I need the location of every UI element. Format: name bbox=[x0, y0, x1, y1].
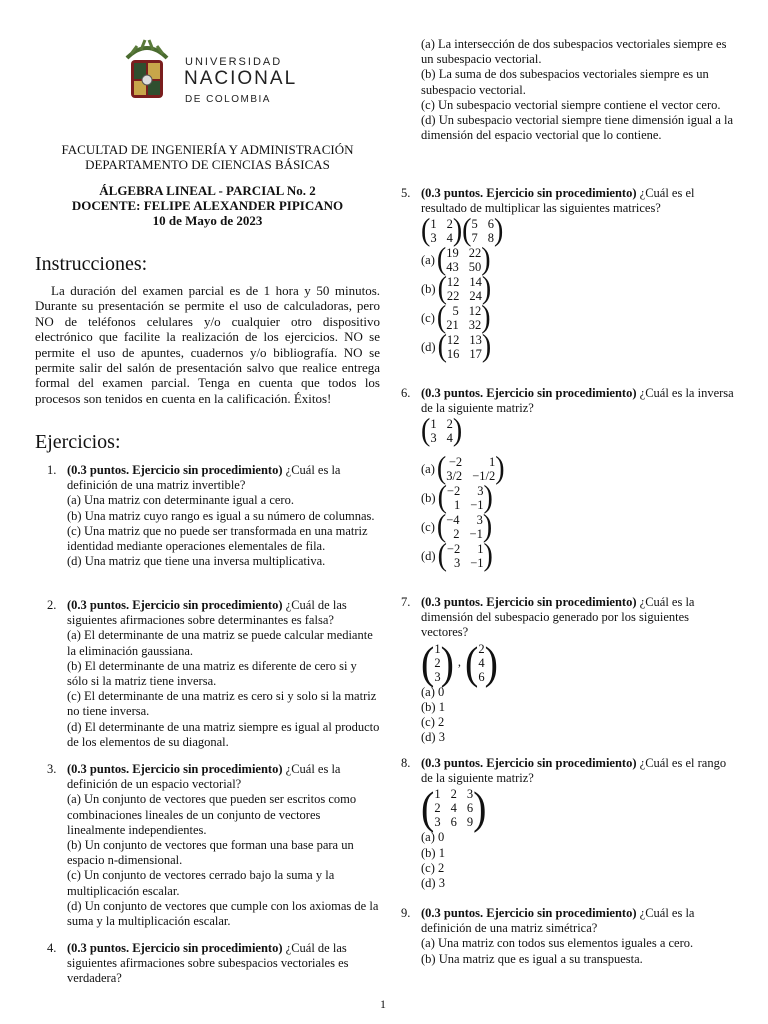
left-paren: ( bbox=[462, 213, 472, 249]
matrix-entry: −4 bbox=[446, 513, 460, 528]
matrix-entry: 3 bbox=[476, 513, 483, 528]
option-b: (b) Una matriz que es igual a su transpuesta. bbox=[421, 951, 643, 966]
option-matrix bbox=[437, 329, 492, 365]
option-b: (b) La suma de dos subespacios vectoriales siempre es un subespacio vectorial. bbox=[421, 67, 709, 97]
question-stem: ¿Cuál es la definición de una matriz simétrica? bbox=[421, 906, 695, 936]
question-number: 7. bbox=[401, 595, 411, 609]
question-number: 8. bbox=[401, 756, 411, 770]
left-paren: ( bbox=[437, 271, 447, 307]
option-c: (c) Un conjunto de vectores cerrado bajo la suma y la multiplicación escalar. bbox=[67, 868, 335, 898]
option-b: (b) Un conjunto de vectores que forman una base para un espacio n-dimensional. bbox=[67, 838, 354, 868]
left-paren: ( bbox=[436, 451, 447, 487]
matrix-entry: 3 bbox=[434, 669, 441, 684]
matrix-entry: 12 bbox=[446, 333, 460, 348]
matrix-entry: 3 bbox=[430, 431, 437, 446]
question-points: (0.3 puntos. Ejercicio sin procedimiento) bbox=[421, 906, 637, 920]
question-3 bbox=[47, 762, 380, 929]
matrix-entry: −1 bbox=[470, 556, 484, 571]
option-c bbox=[421, 509, 735, 545]
matrix-entry: 43 bbox=[446, 260, 459, 275]
left-paren: ( bbox=[421, 413, 431, 449]
option-label: (c) bbox=[421, 310, 435, 325]
matrix-entry: 12 bbox=[468, 304, 482, 319]
question-stem: ¿Cuál es la inversa de la siguiente matriz? bbox=[421, 386, 734, 416]
question-2 bbox=[47, 598, 380, 750]
question-number: 1. bbox=[47, 463, 57, 477]
question-1 bbox=[47, 463, 380, 569]
left-paren: ( bbox=[436, 242, 447, 278]
option-b: (b) Una matriz cuyo rango es igual a su número de columnas. bbox=[67, 508, 375, 523]
question-6 bbox=[401, 386, 735, 574]
right-paren: ) bbox=[484, 636, 498, 688]
exam-date: 10 de Mayo de 2023 bbox=[152, 213, 263, 228]
matrix-entry: 2 bbox=[446, 417, 453, 432]
option-d bbox=[421, 329, 735, 365]
option-a: (a) El determinante de una matriz se puede calcular mediante la eliminación gaussiana. bbox=[67, 628, 373, 658]
product-expression bbox=[421, 213, 735, 249]
left-paren: ( bbox=[437, 329, 447, 365]
exam-title: ÁLGEBRA LINEAL - PARCIAL No. 2 bbox=[99, 183, 316, 198]
vector-separator: , bbox=[457, 655, 462, 669]
question-number: 9. bbox=[401, 906, 411, 920]
option-a: (a) Un conjunto de vectores que pueden ser escritos como combinaciones lineales de un conjunto de vectores linealmente independientes. bbox=[67, 792, 357, 837]
option-d: (d) 3 bbox=[421, 730, 445, 745]
matrix-entry: 4 bbox=[478, 655, 485, 670]
option-b bbox=[421, 271, 735, 307]
matrix-entries bbox=[447, 275, 482, 303]
matrix-entry: 22 bbox=[468, 246, 482, 261]
matrix-entry: 6 bbox=[478, 669, 485, 684]
logo-line-1: UNIVERSIDAD bbox=[185, 56, 283, 68]
option-d: (d) 3 bbox=[421, 876, 445, 891]
matrix-entry: 32 bbox=[468, 318, 482, 333]
right-paren: ) bbox=[452, 413, 463, 449]
question-stem: ¿Cuál es la definición de una matriz invertible? bbox=[67, 463, 341, 493]
option-b: (b) 1 bbox=[421, 845, 445, 860]
matrix-entry: 8 bbox=[487, 231, 494, 246]
option-d: (d) Un conjunto de vectores que cumple con los axiomas de la suma y la multiplicación escalar. bbox=[67, 898, 379, 929]
left-paren: ( bbox=[421, 781, 435, 834]
matrix-entry: 1 bbox=[434, 641, 441, 656]
matrix-entry: −2 bbox=[446, 484, 461, 499]
option-a bbox=[421, 242, 735, 278]
matrix-entry: 6 bbox=[487, 217, 494, 232]
question-stem: ¿Cuál de las siguientes afirmaciones sobre subespacios vectoriales es verdadera? bbox=[67, 941, 349, 986]
matrix-entries bbox=[434, 787, 473, 829]
matrix-entry: 3/2 bbox=[446, 469, 463, 484]
vector-2 bbox=[465, 636, 498, 688]
faculty-name: FACULTAD DE INGENIERÍA Y ADMINISTRACIÓN bbox=[61, 142, 354, 157]
matrix-entries bbox=[446, 513, 483, 541]
option-b bbox=[421, 480, 735, 516]
exam-header bbox=[35, 183, 380, 228]
department-name: DEPARTAMENTO DE CIENCIAS BÁSICAS bbox=[85, 157, 330, 172]
instructions-text: La duración del examen parcial es de 1 hora y 50 minutos. Durante su presentación se permite el uso de calculadoras, pero NO de teléfonos celulares y/o cualquier otro dispositivo electrónico que facilite la realización de los ejercicios. NO se permite el uso de apuntes, cuadernos y/o bibliografía. NO se permite salir del salón de presentación salvo que realice entrega formal del examen parcial. Tenga en cuenta que todos los procesos son tenidos en cuenta en la calificación. Éxitos! bbox=[35, 283, 380, 406]
question-points: (0.3 puntos. Ejercicio sin procedimiento) bbox=[421, 595, 637, 609]
option-label: (a) bbox=[421, 461, 435, 476]
matrix-entry: −2 bbox=[446, 542, 461, 557]
left-paren: ( bbox=[437, 480, 447, 516]
matrix-entry: 2 bbox=[446, 217, 453, 232]
matrix-entry: 9 bbox=[466, 815, 474, 830]
matrix-entries bbox=[447, 484, 484, 512]
exercises-title: Ejercicios: bbox=[35, 431, 121, 453]
question-points: (0.3 puntos. Ejercicio sin procedimiento) bbox=[67, 941, 283, 955]
matrix-entry: 3 bbox=[430, 231, 437, 246]
question-5 bbox=[401, 186, 735, 365]
matrix-entries bbox=[446, 304, 481, 332]
university-logo bbox=[117, 36, 297, 106]
matrix-entry: 2 bbox=[434, 801, 441, 816]
matrix-entry: 2 bbox=[453, 527, 460, 542]
matrix-entry: 4 bbox=[446, 231, 453, 246]
matrix-entry: 16 bbox=[446, 347, 460, 362]
matrix-entries bbox=[430, 417, 453, 445]
option-b: (b) El determinante de una matriz es diferente de cero si y sólo si la matriz tiene inversa. bbox=[67, 658, 357, 689]
matrix-entry: 12 bbox=[446, 275, 460, 290]
question-9 bbox=[401, 906, 735, 967]
matrix-entry: 1 bbox=[488, 455, 496, 470]
question-number: 3. bbox=[47, 762, 57, 776]
given-matrix bbox=[421, 413, 463, 449]
option-matrix bbox=[436, 451, 505, 487]
question-4-options bbox=[421, 37, 735, 143]
left-paren: ( bbox=[436, 509, 447, 545]
matrix-entry: −1/2 bbox=[472, 469, 496, 484]
matrix-entry: 1 bbox=[453, 498, 461, 513]
matrix-entries bbox=[446, 246, 481, 274]
option-label: (d) bbox=[421, 339, 436, 354]
option-a: (a) Una matriz con todos sus elementos iguales a cero. bbox=[421, 936, 694, 951]
question-stem: ¿Cuál es la dimensión del subespacio generado por los siguientes vectores? bbox=[421, 595, 695, 640]
option-label: (b) bbox=[421, 281, 436, 296]
matrix-entry: 2 bbox=[478, 641, 485, 656]
question-points: (0.3 puntos. Ejercicio sin procedimiento) bbox=[421, 186, 637, 200]
matrix-entry: 14 bbox=[469, 275, 482, 290]
question-stem: ¿Cuál es el rango de la siguiente matriz? bbox=[421, 756, 727, 786]
option-a: (a) La intersección de dos subespacios vectoriales siempre es un subespacio vectorial. bbox=[421, 37, 727, 67]
question-points: (0.3 puntos. Ejercicio sin procedimiento) bbox=[67, 463, 283, 477]
logo-line-3: DE COLOMBIA bbox=[185, 94, 271, 105]
matrix-entry: 1 bbox=[430, 417, 437, 432]
matrix-entry: 19 bbox=[446, 246, 459, 261]
left-paren: ( bbox=[436, 300, 447, 336]
matrix-entry: 3 bbox=[453, 556, 461, 571]
question-stem: ¿Cuál es la definición de un espacio vectorial? bbox=[67, 762, 341, 792]
question-number: 5. bbox=[401, 186, 411, 200]
left-paren: ( bbox=[421, 213, 431, 249]
matrix-entry: 1 bbox=[434, 787, 441, 802]
question-points: (0.3 puntos. Ejercicio sin procedimiento) bbox=[421, 386, 637, 400]
option-a bbox=[421, 451, 735, 487]
option-d: (d) Un subespacio vectorial siempre tiene dimensión igual a la dimensión del espacio vectorial que lo contiene. bbox=[421, 113, 734, 143]
page-number: 1 bbox=[380, 997, 386, 1011]
option-d: (d) Una matriz que tiene una inversa multiplicativa. bbox=[67, 554, 326, 569]
matrix-entry: −1 bbox=[469, 527, 483, 542]
teacher-name: DOCENTE: FELIPE ALEXANDER PIPICANO bbox=[71, 198, 344, 213]
option-label: (c) bbox=[421, 519, 435, 534]
option-c: (c) 2 bbox=[421, 715, 445, 730]
option-a: (a) 0 bbox=[421, 830, 445, 845]
matrix-entry: 7 bbox=[471, 231, 478, 246]
option-label: (a) bbox=[421, 252, 435, 267]
shield-icon bbox=[117, 36, 177, 106]
option-label: (b) bbox=[421, 490, 436, 505]
matrix-entry: 3 bbox=[466, 787, 474, 802]
option-c: (c) 2 bbox=[421, 860, 445, 875]
question-number: 4. bbox=[47, 941, 57, 955]
matrix-entry: 2 bbox=[434, 655, 441, 670]
matrix-entry: 4 bbox=[450, 801, 457, 816]
option-a: (a) Una matriz con determinante igual a cero. bbox=[67, 493, 294, 508]
matrix-entry: 2 bbox=[450, 787, 457, 802]
option-c: (c) Un subespacio vectorial siempre contiene el vector cero. bbox=[421, 97, 721, 112]
matrix-entry: 3 bbox=[477, 484, 484, 499]
faculty-header bbox=[35, 142, 380, 172]
right-paren: ) bbox=[473, 781, 487, 834]
given-matrix-row bbox=[421, 781, 735, 834]
instructions-title: Instrucciones: bbox=[35, 253, 148, 275]
matrix-entry: 5 bbox=[471, 217, 478, 232]
matrix-entry: 6 bbox=[466, 801, 474, 816]
given-matrix bbox=[421, 781, 487, 834]
logo-line-2: NACIONAL bbox=[184, 68, 298, 89]
right-paren: ) bbox=[493, 213, 504, 249]
right-paren: ) bbox=[481, 242, 491, 278]
option-d: (d) El determinante de una matriz siempre es igual al producto de los elementos de su diagonal. bbox=[67, 719, 380, 749]
vectors-row bbox=[421, 636, 735, 688]
right-paren: ) bbox=[483, 480, 493, 516]
question-number: 6. bbox=[401, 386, 411, 400]
question-stem: ¿Cuál de las siguientes afirmaciones sobre determinantes es falsa? bbox=[67, 598, 347, 628]
question-number: 2. bbox=[47, 598, 57, 612]
matrix-entry: −1 bbox=[470, 498, 484, 513]
question-7 bbox=[401, 595, 735, 745]
question-4 bbox=[47, 941, 380, 987]
right-paren: ) bbox=[482, 509, 493, 545]
instructions-body bbox=[35, 283, 380, 406]
question-points: (0.3 puntos. Ejercicio sin procedimiento) bbox=[421, 756, 637, 770]
question-8 bbox=[401, 756, 735, 891]
matrix-entry: 21 bbox=[446, 318, 459, 333]
option-c: (c) El determinante de una matriz es cero si y solo si la matriz no tiene inversa. bbox=[67, 689, 377, 719]
left-paren: ( bbox=[465, 636, 479, 688]
matrix-entry: 17 bbox=[469, 347, 482, 362]
option-b: (b) 1 bbox=[421, 699, 445, 714]
matrix-entries bbox=[447, 333, 482, 361]
left-paren: ( bbox=[421, 636, 435, 688]
right-paren: ) bbox=[440, 636, 454, 688]
matrix-entry: 4 bbox=[446, 431, 453, 446]
option-d bbox=[421, 538, 735, 574]
question-stem: ¿Cuál es el resultado de multiplicar las siguientes matrices? bbox=[421, 186, 695, 216]
matrix-entry: 1 bbox=[430, 217, 437, 232]
matrix-entry: 3 bbox=[434, 815, 441, 830]
matrix-entries bbox=[447, 542, 484, 570]
right-paren: ) bbox=[495, 451, 505, 487]
left-paren: ( bbox=[437, 538, 447, 574]
matrix-entry: 50 bbox=[468, 260, 482, 275]
right-paren: ) bbox=[481, 329, 492, 365]
matrix-entry: 24 bbox=[469, 289, 482, 304]
option-matrix bbox=[437, 538, 493, 574]
matrix-entry: 6 bbox=[450, 815, 457, 830]
matrix-entry: −2 bbox=[448, 455, 463, 470]
matrix-entry: 1 bbox=[477, 542, 484, 557]
question-points: (0.3 puntos. Ejercicio sin procedimiento) bbox=[67, 762, 283, 776]
right-paren: ) bbox=[483, 538, 493, 574]
right-paren: ) bbox=[481, 300, 491, 336]
given-matrix-row bbox=[421, 413, 735, 449]
right-paren: ) bbox=[452, 213, 463, 249]
matrix-entry: 13 bbox=[469, 333, 482, 348]
option-a: (a) 0 bbox=[421, 684, 445, 699]
vector-1 bbox=[421, 636, 454, 688]
matrix-entry: 5 bbox=[452, 304, 459, 319]
option-c: (c) Una matriz que no puede ser transformada en una matriz identidad mediante operaciones elementales de fila. bbox=[67, 523, 368, 554]
right-paren: ) bbox=[481, 271, 492, 307]
option-c bbox=[421, 300, 735, 336]
option-label: (d) bbox=[421, 548, 436, 563]
matrix-entry: 22 bbox=[446, 289, 460, 304]
question-points: (0.3 puntos. Ejercicio sin procedimiento) bbox=[67, 598, 283, 612]
